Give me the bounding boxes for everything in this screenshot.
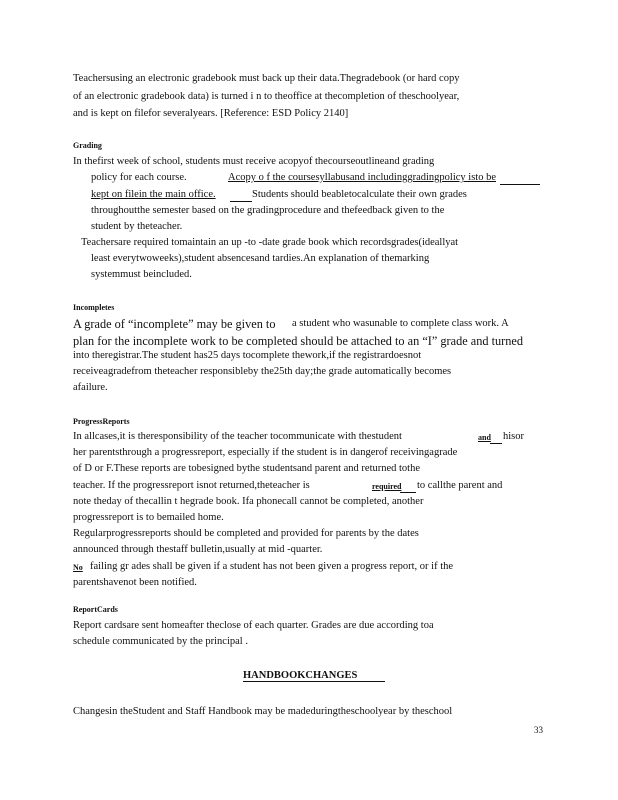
progress-line-3: of D or F.These reports are tobesigned bythe studentsand parent and returned tothe: [73, 463, 421, 474]
incompletes-heading: Incompletes: [73, 303, 115, 312]
grading-line-9: least everytwoweeks),student absencesand tardies.An explanation of themarking: [91, 253, 430, 264]
progress-line-7: Regularprogressreports should be completed and provided for parents by the dates: [73, 528, 419, 539]
incompletes-line-1b: a student who wasunable to complete class work. A: [292, 318, 509, 329]
progress-line-4b: to callthe parent and: [417, 480, 503, 491]
progress-hisor: hisor: [503, 431, 524, 442]
progress-line-5: note theday of thecallin t hegrade book. Ifa phonecall cannot be completed, another: [73, 496, 424, 507]
page-number: 33: [534, 725, 543, 735]
incompletes-line-5: afailure.: [73, 382, 108, 393]
progress-line-9: failing gr ades shall be given if a student has not been given a progress report, or if the: [90, 561, 454, 572]
grading-line-5: Students should beabletocalculate their own grades: [252, 189, 467, 200]
progress-line-2: her parentsthrough a progressreport, especially if the student is in dangerof receivingagrade: [73, 447, 458, 458]
progress-line-4a: teacher. If the progressreport isnot returned,theteacher is: [73, 480, 310, 491]
grading-line-4: kept on filein the main office.: [91, 189, 216, 200]
report-cards-heading: ReportCards: [73, 605, 118, 614]
progress-and-label: and: [478, 433, 491, 442]
grading-line-8: Teachersare required tomaintain an up -to -date grade book which recordsgrades(ideallyat: [81, 237, 459, 248]
report-cards-line-1: Report cardsare sent homeafter theclose of each quarter. Grades are due according toa: [73, 620, 434, 631]
report-cards-line-2: schedule communicated by the principal .: [73, 636, 248, 647]
underline-extension: [230, 201, 252, 202]
incompletes-line-3: into theregistrar.The student has25 days tocomplete thework,if the registrardoesnot: [73, 350, 422, 361]
grading-line-2: policy for each course.: [91, 172, 187, 183]
intro-line-1: Teachersusing an electronic gradebook must back up their data.Thegradebook (or hard copy: [73, 73, 460, 84]
intro-line-2: of an electronic gradebook data) is turned i n to theoffice at thecompletion of theschoolyear,: [73, 91, 460, 102]
progress-no-label: No: [73, 563, 83, 572]
underline-extension: [490, 443, 502, 444]
progress-line-6: progressreport is to bemailed home.: [73, 512, 224, 523]
grading-heading: Grading: [73, 141, 102, 150]
progress-line-8: announced through thestaff bulletin,usually at mid -quarter.: [73, 544, 323, 555]
progress-line-10: parentshavenot been notified.: [73, 577, 197, 588]
grading-line-3: Acopy o f the coursesyllabusand includinggradingpolicy isto be: [228, 172, 496, 183]
progress-required-label: required: [372, 482, 402, 491]
grading-line-10: systemmust beincluded.: [91, 269, 192, 280]
grading-line-6: throughoutthe semester based on the gradingprocedure and thefeedback given to the: [91, 205, 445, 216]
incompletes-line-1a: A grade of “incomplete” may be given to: [73, 317, 276, 331]
intro-line-3: and is kept on filefor severalyears. [Reference: ESD Policy 2140]: [73, 108, 349, 119]
handbook-changes-title: HANDBOOKCHANGES: [243, 670, 385, 682]
progress-heading: ProgressReports: [73, 417, 130, 426]
underline-extension: [500, 184, 540, 185]
grading-line-1: In thefirst week of school, students must receive acopyof thecourseoutlineand grading: [73, 156, 435, 167]
incompletes-line-2: plan for the incomplete work to be completed should be attached to an “I” grade and turned: [73, 334, 524, 348]
incompletes-line-4: receiveagradefrom theteacher responsibleby the25th day;the grade automatically becomes: [73, 366, 452, 377]
underline-extension: [400, 492, 416, 493]
progress-line-1: In allcases,it is theresponsibility of the teacher tocommunicate with thestudent: [73, 431, 402, 442]
handbook-changes-line: Changesin theStudent and Staff Handbook may be madeduringtheschoolyear by theschool: [73, 706, 453, 717]
grading-line-7: student by theteacher.: [91, 221, 183, 232]
